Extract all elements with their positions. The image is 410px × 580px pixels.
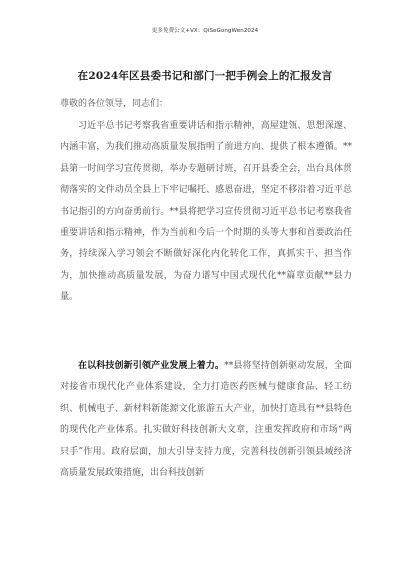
body-paragraph-2	[60, 356, 352, 484]
body-paragraph-1: 习近平总书记考察我省重要讲话和指示精神，高屋建瓴、思想深邃、内涵丰富，为我们推动高质量发展指明了前进方向、提供了根本遵循。**县第一时间学习宣传贯彻，举办专题研讨班，召开县委全会，出台具体贯彻落实的文件动员全县上下牢记嘱托、感恩奋进，坚定不移沿着习近平总书记指引的方向奋勇前行。**县将把学习宣传贯彻习近平总书记考察我省重要讲话和指示精神，作为当前和今后一个时期的头等大事和首要政治任务，持续深入学习领会不断做好深化内化转化工作，真抓实干、担当作为，加快推动高质量发展，为奋力谱写中国式现代化**篇章贡献**县力量。	[60, 121, 352, 303]
paragraph-2-lead-sentence: 在以科技创新引领产业发展上着力。	[78, 361, 225, 371]
paragraph-2-body: **县将坚持创新驱动发展，全面对接省市现代化产业体系建设，全力打造医药医械与健康食品、轻工纺织、机械电子、新材料新能源文化旅游五大产业，加快打造具有**县特色的现代化产业体系。扎实做好科技创新大文章，注重发挥政府和市场“两只手”作用。政府层面，加大引导支持力度，完善科技创新引领县域经济高质量发展政策措施，出台科技创新	[60, 361, 352, 479]
salutation: 尊敬的各位领导，同志们：	[60, 99, 169, 109]
header-watermark: 更多免费公文+VX：QiSeGongWen2024	[151, 28, 259, 34]
document-title: 在2024年区县委书记和部门一把手例会上的汇报发言	[77, 70, 333, 82]
